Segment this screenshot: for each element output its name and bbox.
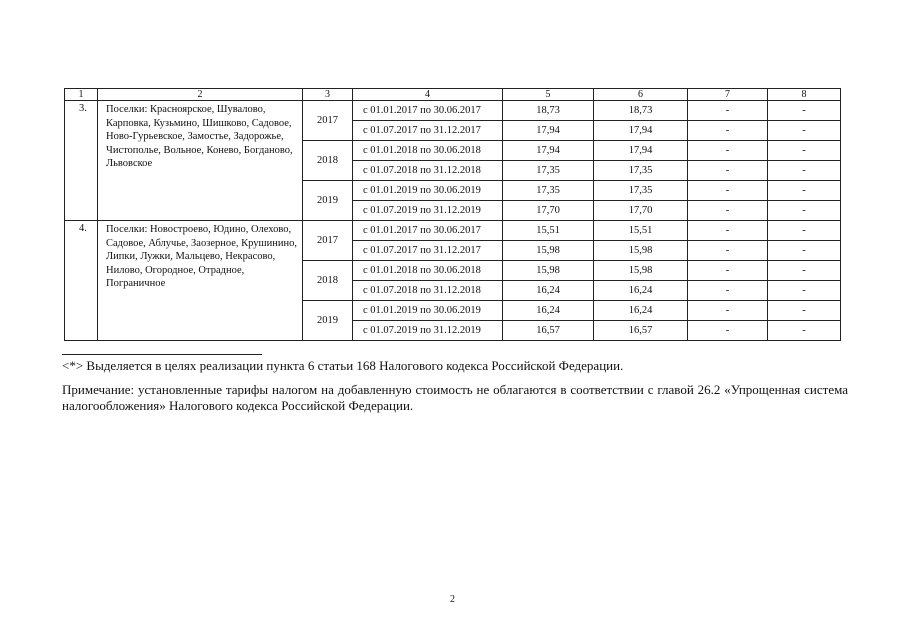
dash-cell: -: [768, 241, 841, 261]
tariff-cell: 15,51: [594, 221, 688, 241]
table-row: [65, 221, 841, 241]
dash-cell: -: [688, 161, 768, 181]
tariff-cell: 17,94: [503, 141, 594, 161]
table-body: [65, 89, 841, 341]
tariff-cell: 16,24: [503, 281, 594, 301]
tariff-table: [64, 88, 841, 341]
header-cell: 3: [303, 89, 353, 101]
footnote: <*> Выделяется в целях реализации пункта 6 статьи 168 Налогового кодекса Российской Федерации.: [62, 358, 624, 373]
header-cell: 5: [503, 89, 594, 101]
dash-cell: -: [688, 241, 768, 261]
row-number: 4.: [65, 221, 98, 341]
dash-cell: -: [688, 221, 768, 241]
period-cell: с 01.07.2018 по 31.12.2018: [353, 281, 503, 301]
dash-cell: -: [768, 161, 841, 181]
dash-cell: -: [768, 201, 841, 221]
dash-cell: -: [768, 181, 841, 201]
year-cell: 2019: [303, 301, 353, 341]
dash-cell: -: [768, 301, 841, 321]
row-number: 3.: [65, 101, 98, 221]
tariff-cell: 18,73: [503, 101, 594, 121]
tariff-cell: 16,57: [594, 321, 688, 341]
period-cell: с 01.07.2019 по 31.12.2019: [353, 201, 503, 221]
year-cell: 2018: [303, 261, 353, 301]
dash-cell: -: [688, 201, 768, 221]
header-row: [65, 89, 841, 101]
tariff-cell: 17,70: [594, 201, 688, 221]
tariff-cell: 17,94: [594, 121, 688, 141]
dash-cell: -: [688, 141, 768, 161]
period-cell: с 01.07.2018 по 31.12.2018: [353, 161, 503, 181]
header-cell: 8: [768, 89, 841, 101]
tariff-cell: 18,73: [594, 101, 688, 121]
tariff-cell: 17,70: [503, 201, 594, 221]
year-cell: 2018: [303, 141, 353, 181]
dash-cell: -: [688, 101, 768, 121]
page-number: 2: [450, 594, 455, 605]
tariff-cell: 15,51: [503, 221, 594, 241]
tariff-cell: 15,98: [503, 241, 594, 261]
tariff-cell: 15,98: [594, 261, 688, 281]
tariff-cell: 17,35: [594, 161, 688, 181]
dash-cell: -: [688, 301, 768, 321]
footnote-divider: [62, 354, 262, 355]
tariff-cell: 17,94: [594, 141, 688, 161]
dash-cell: -: [688, 261, 768, 281]
period-cell: с 01.07.2017 по 31.12.2017: [353, 121, 503, 141]
dash-cell: -: [688, 121, 768, 141]
dash-cell: -: [688, 181, 768, 201]
dash-cell: -: [688, 281, 768, 301]
tariff-cell: 15,98: [503, 261, 594, 281]
period-cell: с 01.07.2017 по 31.12.2017: [353, 241, 503, 261]
dash-cell: -: [688, 321, 768, 341]
period-cell: с 01.01.2017 по 30.06.2017: [353, 221, 503, 241]
period-cell: с 01.01.2017 по 30.06.2017: [353, 101, 503, 121]
dash-cell: -: [768, 261, 841, 281]
tariff-cell: 16,57: [503, 321, 594, 341]
period-cell: с 01.01.2018 по 30.06.2018: [353, 141, 503, 161]
period-cell: с 01.01.2019 по 30.06.2019: [353, 301, 503, 321]
settlements-list: Поселки: Новостроево, Юдино, Олехово, Садовое, Аблучье, Заозерное, Крушинино, Липки, Лужки, Мальцево, Некрасово, Нилово, Огородное, Отрадное, Пограничное: [98, 221, 303, 341]
dash-cell: -: [768, 321, 841, 341]
year-cell: 2017: [303, 101, 353, 141]
period-cell: с 01.01.2019 по 30.06.2019: [353, 181, 503, 201]
note-paragraph: Примечание: установленные тарифы налогом на добавленную стоимость не облагаются в соответствии с главой 26.2 «Упрощенная система налогообложения» Налогового кодекса Российской Федерации.: [62, 382, 848, 413]
tariff-cell: 17,35: [503, 181, 594, 201]
tariff-cell: 17,35: [594, 181, 688, 201]
dash-cell: -: [768, 101, 841, 121]
period-cell: с 01.01.2018 по 30.06.2018: [353, 261, 503, 281]
tariff-cell: 16,24: [594, 281, 688, 301]
header-cell: 6: [594, 89, 688, 101]
dash-cell: -: [768, 221, 841, 241]
period-cell: с 01.07.2019 по 31.12.2019: [353, 321, 503, 341]
settlements-list: Поселки: Красноярское, Шувалово, Карповка, Кузьмино, Шишково, Садовое, Ново-Гурьевское, Замостье, Задорожье, Чистополье, Вольное, Конево, Богданово, Львовское: [98, 101, 303, 221]
header-cell: 2: [98, 89, 303, 101]
tariff-cell: 17,94: [503, 121, 594, 141]
dash-cell: -: [768, 121, 841, 141]
dash-cell: -: [768, 281, 841, 301]
year-cell: 2017: [303, 221, 353, 261]
header-cell: 7: [688, 89, 768, 101]
year-cell: 2019: [303, 181, 353, 221]
tariff-cell: 15,98: [594, 241, 688, 261]
tariff-cell: 17,35: [503, 161, 594, 181]
header-cell: 4: [353, 89, 503, 101]
header-cell: 1: [65, 89, 98, 101]
table-row: [65, 101, 841, 121]
tariff-cell: 16,24: [503, 301, 594, 321]
tariff-cell: 16,24: [594, 301, 688, 321]
dash-cell: -: [768, 141, 841, 161]
